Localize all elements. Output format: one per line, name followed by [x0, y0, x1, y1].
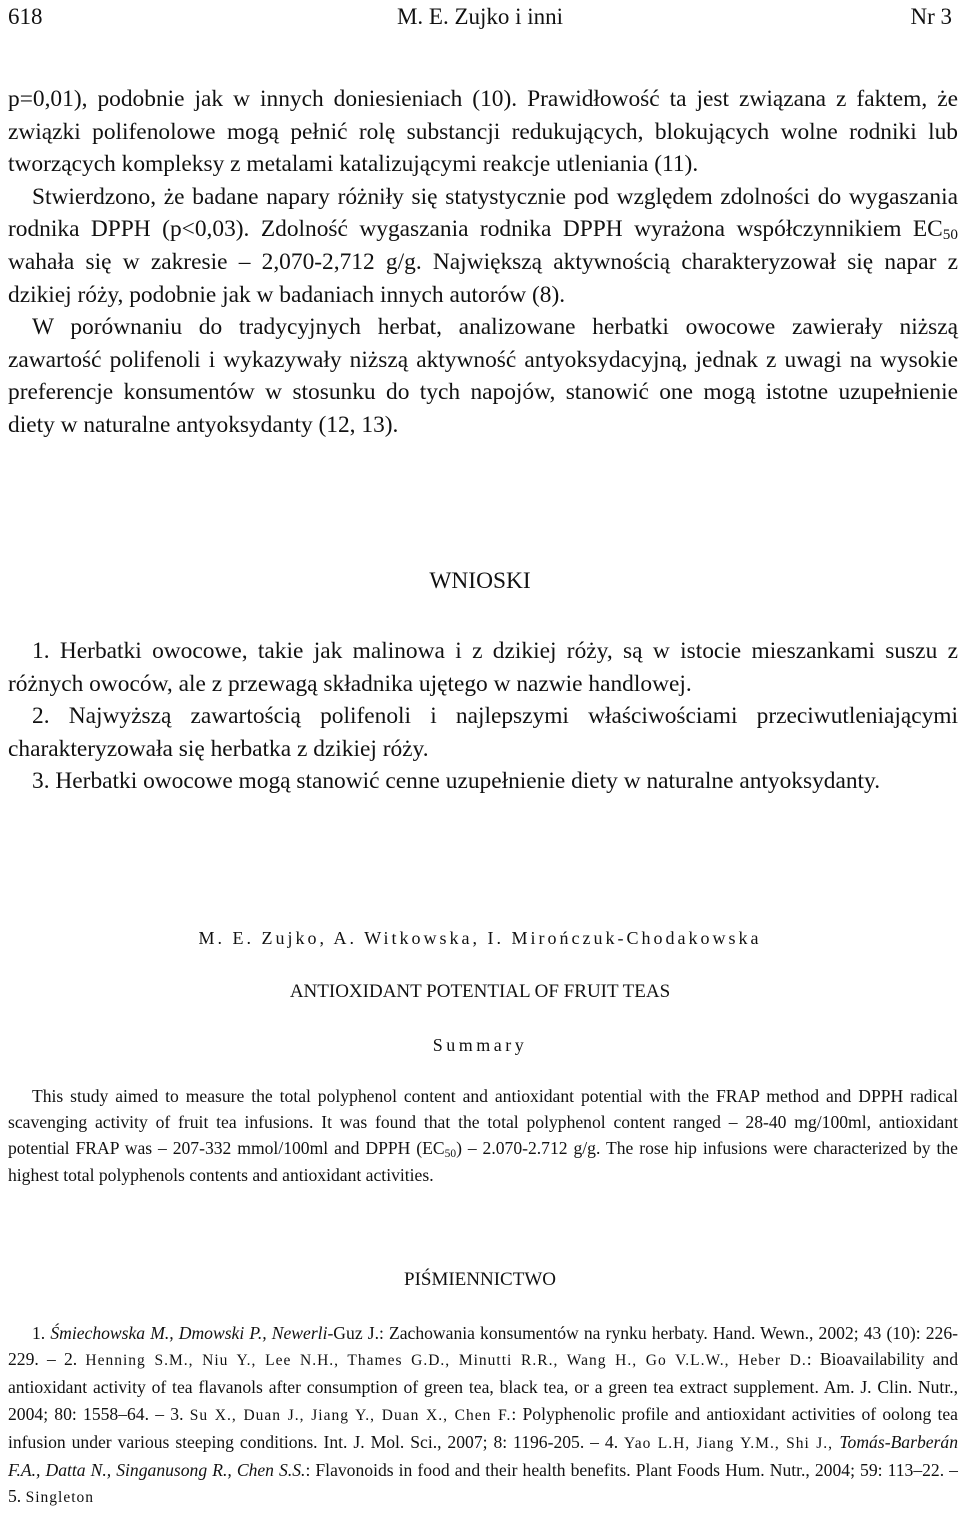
- references-list: [8, 1320, 958, 1511]
- ref-5-authors: Singleton: [25, 1489, 95, 1507]
- ref-3-authors: Su X., Duan J., Jiang Y., Duan X., Chen F.: [189, 1406, 512, 1424]
- subscript-50-summary: 50: [444, 1148, 457, 1161]
- ref-1-authors-cont: -Guz J.: [327, 1323, 379, 1343]
- summary-heading: Summary: [432, 1035, 528, 1055]
- ref-4-text: : Flavonoids in food and their health benefits. Plant Foods Hum. Nutr., 2004; 59: 113–22. –: [305, 1460, 958, 1481]
- paragraph-2-text: Stwierdzono, że badane napary różniły się statystycznie pod względem zdolności do wygaszania rodnika DPPH (p<0,03). Zdolność wygaszania rodnika DPPH wyrażona współczynnikiem $EC_{50}$ wahała się w zakresie – 2,070-2,712 g/g. Największą aktywnością charakteryzował się napar z dzikiej róży, podobnie jak w badaniach innych autorów (8).: [8, 183, 958, 308]
- english-title: ANTIOXIDANT POTENTIAL OF FRUIT TEAS: [289, 981, 671, 1002]
- issue-number: Nr 3: [910, 4, 952, 29]
- conclusions-list: [8, 635, 958, 798]
- ref-2-authors: Henning S.M., Niu Y., Lee N.H., Thames G.D., Minutti R.R., Wang H., Go V.L.W., Heber D.: [85, 1352, 807, 1370]
- ref-4-authors-italic: Tomás-Barberán F.A., Datta N., Singanusong R., Chen S.S.: [8, 1431, 959, 1481]
- ref-2-text: : Bioavailability and antioxidant activity of tea flavanols after consumption of green tea, black tea, or a green tea extract supplement. Am. J. Clin. Nutr., 2004; 80: 1558–64. –: [8, 1349, 959, 1424]
- conclusions-title: WNIOSKI: [429, 568, 531, 594]
- ref-4-authors: Yao L.H, Jiang Y.M., Shi J.,: [624, 1434, 840, 1452]
- ref-1-text: : Zachowania konsumentów na rynku herbaty. Hand. Wewn., 2002; 43 (10): 226-229. –: [8, 1323, 958, 1370]
- page-number: 618: [8, 4, 43, 29]
- ref-3-number: 3.: [170, 1403, 190, 1424]
- ref-5-number: 5.: [8, 1486, 26, 1507]
- summary-authors: M. E. Zujko, A. Witkowska, I. Mirończuk-Chodakowska: [198, 928, 762, 948]
- running-header: [8, 4, 952, 34]
- conclusion-item-3: 3. Herbatki owocowe mogą stanowić cenne uzupełnienie diety w naturalne antyoksydanty.: [32, 768, 881, 795]
- discussion-section: [8, 83, 958, 442]
- paragraph-2: [8, 181, 958, 311]
- paragraph-3: W porównaniu do tradycyjnych herbat, analizowane herbatki owocowe zawierały niższą zawartość polifenoli i wykazywały niższą aktywność antyoksydacyjną, jednak z uwagi na wysokie preferencje konsumentów w stosunku do tych napojów, stanowić one mogą istotne uzupełnienie diety w naturalne antyoksydanty (12, 13).: [8, 314, 958, 438]
- conclusion-item-1: 1. Herbatki owocowe, takie jak malinowa i z dzikiej róży, są w istocie mieszankami suszu z różnych owoców, ale z przewagą składnika ujętego w nazwie handlowej.: [8, 638, 958, 697]
- ref-3-text: : Polyphenolic profile and antioxidant activities of oolong tea infusion under various steeping conditions. Int. J. Mol. Sci., 2007; 8: 1196-205. –: [8, 1403, 958, 1452]
- header-title: M. E. Zujko i inni: [396, 4, 564, 29]
- ref-1-number: 1.: [32, 1323, 51, 1343]
- conclusion-item-2: 2. Najwyższą zawartością polifenoli i najlepszymi właściwościami przeciwutleniającymi charakteryzowała się herbatka z dzikiej róży.: [8, 703, 958, 762]
- subscript-50: 50: [942, 226, 958, 244]
- references-title: PIŚMIENNICTWO: [404, 1269, 556, 1290]
- summary-text: This study aimed to measure the total polyphenol content and antioxidant potential with the FRAP method and DPPH radical scavenging activity of fruit tea infusions. It was found that the total polyphenol content ranged – 28-40 mg/100ml, antioxidant potential FRAP was – 207-332 mmol/100ml and DPPH $(EC_{50}) - 2.070-2.712$ g/g. The rose hip infusions were characterized by the highest total polyphenols contents and antioxidant activities.: [8, 1086, 958, 1185]
- paragraph-1: p=0,01), podobnie jak w innych doniesieniach (10). Prawidłowość ta jest związana z faktem, że związki polifenolowe mogą pełnić rolę substancji redukujących, blokujących wolne rodniki lub tworzących kompleksy z metalami katalizującymi reakcje utleniania (11).: [8, 86, 958, 178]
- ref-1-authors: Śmiechowska M., Dmowski P., Newerli: [50, 1323, 328, 1343]
- ref-2-number: 2.: [63, 1349, 86, 1370]
- ref-4-number: 4.: [604, 1431, 625, 1452]
